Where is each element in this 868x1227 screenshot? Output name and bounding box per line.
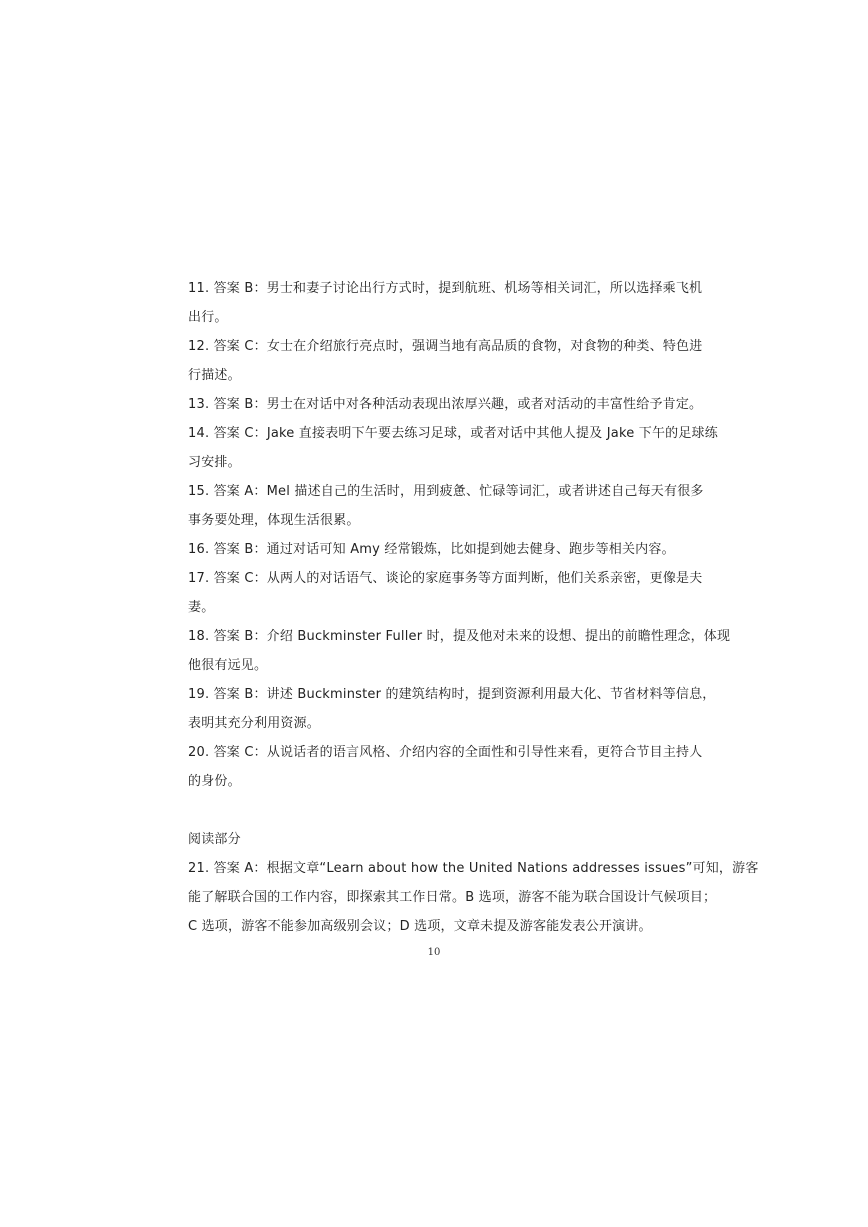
answer-item-line: 20. 答案 C：从说话者的语言风格、介绍内容的全面性和引导性来看，更符合节目主持人 (188, 745, 703, 760)
answer-item-line: 他很有远见。 (188, 658, 268, 673)
answer-item-line: 14. 答案 C：Jake 直接表明下午要去练习足球，或者对话中其他人提及 Jake 下午的足球练 (188, 426, 718, 441)
page-number: 10 (427, 947, 441, 958)
answer-item-line: 事务要处理，体现生活很累。 (188, 513, 360, 528)
answer-item-line: 11. 答案 B：男士和妻子讨论出行方式时，提到航班、机场等相关词汇，所以选择乘飞机 (188, 281, 703, 296)
answer-item-line: 17. 答案 C：从两人的对话语气、谈论的家庭事务等方面判断，他们关系亲密，更像是夫 (188, 571, 703, 586)
answer-item-line: 12. 答案 C：女士在介绍旅行亮点时，强调当地有高品质的食物，对食物的种类、特色进 (188, 339, 703, 354)
answer-item-line: 15. 答案 A：Mel 描述自己的生活时，用到疲惫、忙碌等词汇，或者讲述自己每天有很多 (188, 484, 704, 499)
reading-answer-item-line: 能了解联合国的工作内容，即探索其工作日常。B 选项，游客不能为联合国设计气候项目； (188, 890, 717, 905)
section-spacer (188, 796, 688, 825)
reading-answer-item-line: 21. 答案 A：根据文章“Learn about how the United Nations addresses issues”可知，游客 (188, 861, 759, 876)
answer-explanations (188, 274, 759, 941)
answer-item-line: 表明其充分利用资源。 (188, 716, 321, 731)
answer-item-line: 行描述。 (188, 368, 241, 383)
answer-item-line: 19. 答案 B：讲述 Buckminster 的建筑结构时，提到资源利用最大化、节省材料等信息， (188, 687, 716, 702)
answer-item-line: 18. 答案 B：介绍 Buckminster Fuller 时，提及他对未来的设想、提出的前瞻性理念，体现 (188, 629, 731, 644)
section-heading: 阅读部分 (188, 832, 241, 847)
reading-answer-item-line: C 选项，游客不能参加高级别会议；D 选项，文章未提及游客能发表公开演讲。 (188, 919, 652, 934)
answer-item-line: 妻。 (188, 600, 215, 615)
answer-item-line: 出行。 (188, 310, 228, 325)
answer-item-line: 16. 答案 B：通过对话可知 Amy 经常锻炼，比如提到她去健身、跑步等相关内容。 (188, 542, 675, 557)
answer-item-line: 13. 答案 B：男士在对话中对各种活动表现出浓厚兴趣，或者对活动的丰富性给予肯定。 (188, 397, 703, 412)
answer-item-line: 习安排。 (188, 455, 241, 470)
answer-item-line: 的身份。 (188, 774, 241, 789)
